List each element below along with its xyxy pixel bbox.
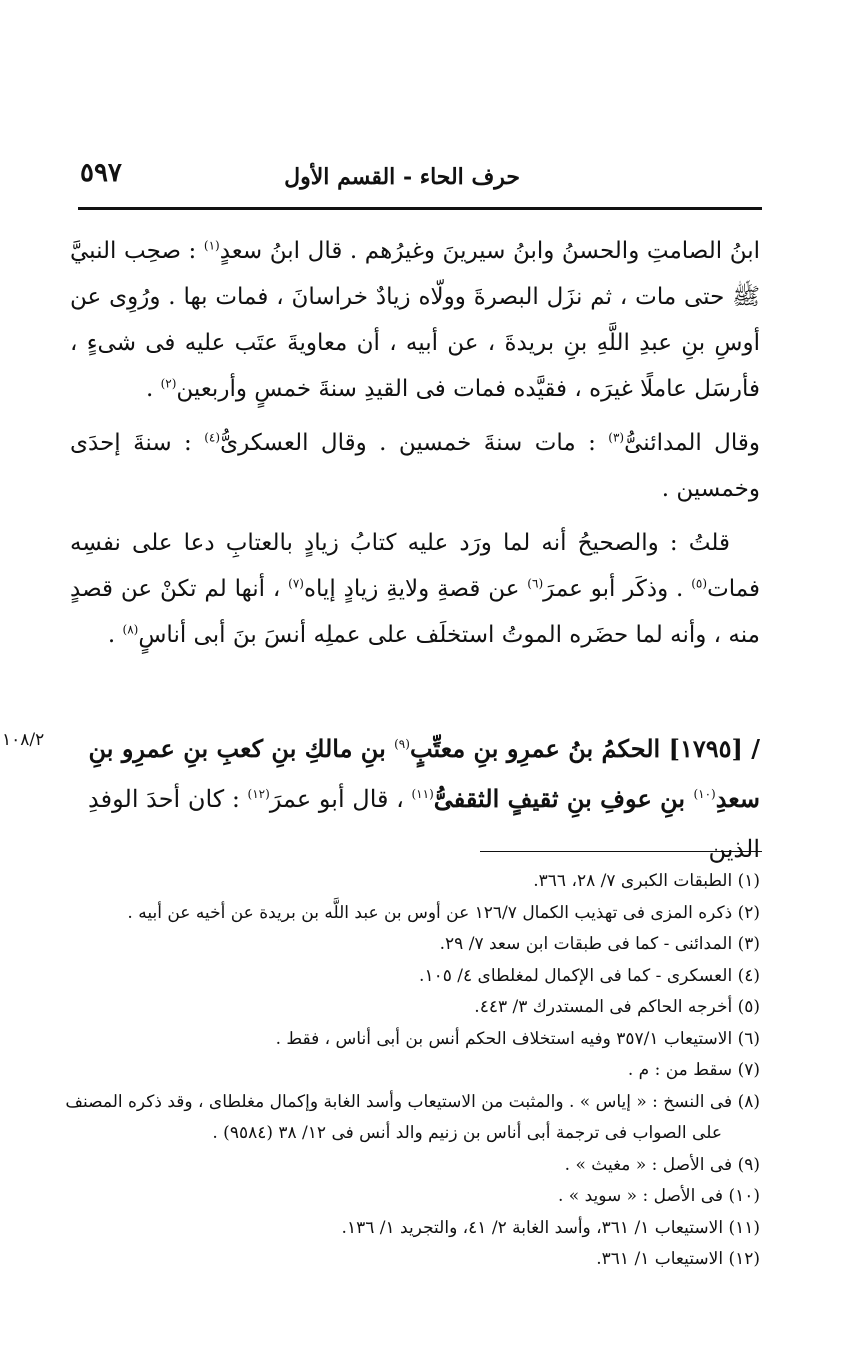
footnote-ref: (٧) (288, 576, 304, 591)
text-run: : سنةَ إحدَى وخمسين . (70, 430, 760, 502)
footnotes (62, 866, 760, 1276)
footnote-continuation: على الصواب فى ترجمة أبى أناس بن زنيم والد أنس فى ١٢/ ٣٨ (٩٥٨٤) . (212, 1123, 722, 1143)
footnote: (٧) سقط من : م . (627, 1060, 760, 1080)
entry-name-part3: بنِ عوفِ بنِ ثقيفٍ الثقفىُّ (433, 784, 694, 813)
footnote-rule (480, 851, 762, 852)
footnote: (٨) فى النسخ : « إياس » . والمثبت من الاستيعاب وأسد الغابة وإكمال مغلطاى ، وقد ذكره المصنف (65, 1091, 760, 1112)
text-run: ابنُ الصامتِ والحسنُ وابنُ سيرينَ وغيرُهم . قال ابنُ سعدٍ (219, 238, 761, 264)
footnote: (٢) ذكره المزى فى تهذيب الكمال ١٢٦/٧ عن أوس بن عبد اللَّه بن بريدة عن أخيه عن أبيه . (127, 902, 760, 923)
footnote: (٥) أخرجه الحاكم فى المستدرك ٣/ ٤٤٣. (474, 997, 760, 1017)
footnote-ref: (٢) (160, 376, 177, 391)
entry-slash: / (742, 734, 760, 763)
text-run: وقال المدائنىُّ (624, 430, 760, 456)
paragraph-2 (70, 420, 760, 512)
paragraph-3 (70, 520, 760, 658)
text-run: . وذكَر أبو عمرَ (543, 576, 692, 602)
text-run: عن قصةِ ولايةِ زيادٍ إياه (303, 576, 528, 602)
footnote-ref-11: (١١) (411, 787, 434, 801)
footnote-ref: (٦) (527, 576, 544, 591)
page-header (80, 158, 760, 198)
footnote-ref: (٨) (122, 622, 139, 637)
footnote: (١) الطبقات الكبرى ٧/ ٢٨، ٣٦٦. (533, 871, 760, 891)
text-run: : صحِب النبيَّ ﷺ حتى مات ، ثم نزَل البصرةَ وولّاه زيادٌ خراسانَ ، فمات بها . ورُوِى عن أوسِ بنِ عبدِ اللَّهِ بنِ بريدةَ ، عن أبيه ، أن معاويةَ عتَب عليه فى شىءٍ ، فأرسَل عاملًا غيرَه ، فقيَّده فمات فى القيدِ سنةَ خمسٍ وأربعين (70, 238, 760, 402)
footnote-ref: (٤) (204, 430, 221, 445)
text-run: . (107, 622, 123, 648)
text-run: : مات سنةَ خمسين . وقال العسكرىُّ (220, 430, 609, 456)
page-number: ٥٩٧ (80, 158, 122, 188)
footnote-ref: (٥) (691, 576, 708, 591)
footnote: (٣) المدائنى - كما فى طبقات ابن سعد ٧/ ٢٩. (439, 934, 760, 954)
text-run: ، أنها لم تكنْ عن قصدٍ منه ، وأنه لما حضَره الموتُ استخلَف على عملِه أنسَ بنَ أبى أناسٍ (70, 576, 760, 648)
main-text (70, 228, 760, 658)
footnote: (١١) الاستيعاب ١/ ٣٦١، وأسد الغابة ٢/ ٤١، والتجريد ١/ ١٣٦. (341, 1217, 760, 1238)
text-run: قلتُ : والصحيحُ أنه لما ورَد عليه كتابُ زيادٍ بالعتابِ دعا على نفسِه فمات (70, 530, 761, 602)
footnote-ref: (١) (203, 238, 220, 253)
footnote-ref-9: (٩) (394, 737, 410, 751)
footnote: (٩) فى الأصل : « مغيث » . (564, 1154, 760, 1175)
footnote: (١٢) الاستيعاب ١/ ٣٦١. (596, 1249, 760, 1269)
header-rule (78, 207, 762, 210)
entry-name-part1: الحكمُ بنُ عمرِو بنِ معتِّبٍ (409, 734, 669, 763)
margin-reference: ١٠٨/٢ (2, 730, 45, 750)
footnote-ref: (٣) (608, 430, 625, 445)
running-title: حرف الحاء - القسم الأول (284, 164, 520, 190)
entry-text: ، قال أبو عمرَ (269, 785, 412, 813)
footnote-ref-12: (١٢) (247, 787, 270, 801)
footnote: (٦) الاستيعاب ٣٥٧/١ وفيه استخلاف الحكم أنس بن أبى أناس ، فقط . (275, 1028, 760, 1049)
entry-text-end: : كان أحدَ الوفدِ الذين (88, 785, 760, 863)
footnote: (٤) العسكرى - كما فى الإكمال لمغلطاى ٤/ ١٠٥. (419, 965, 760, 986)
entry-name-part2: بنِ مالكِ بنِ كعبِ بنِ عمرِو بنِ سعدِ (88, 734, 760, 813)
entry-number: [١٧٩٥] (668, 734, 743, 763)
paragraph-1 (70, 228, 760, 412)
text-run: . (145, 376, 161, 402)
footnote-ref-10: (١٠) (693, 787, 716, 801)
footnote: (١٠) فى الأصل : « سويد » . (557, 1186, 760, 1206)
